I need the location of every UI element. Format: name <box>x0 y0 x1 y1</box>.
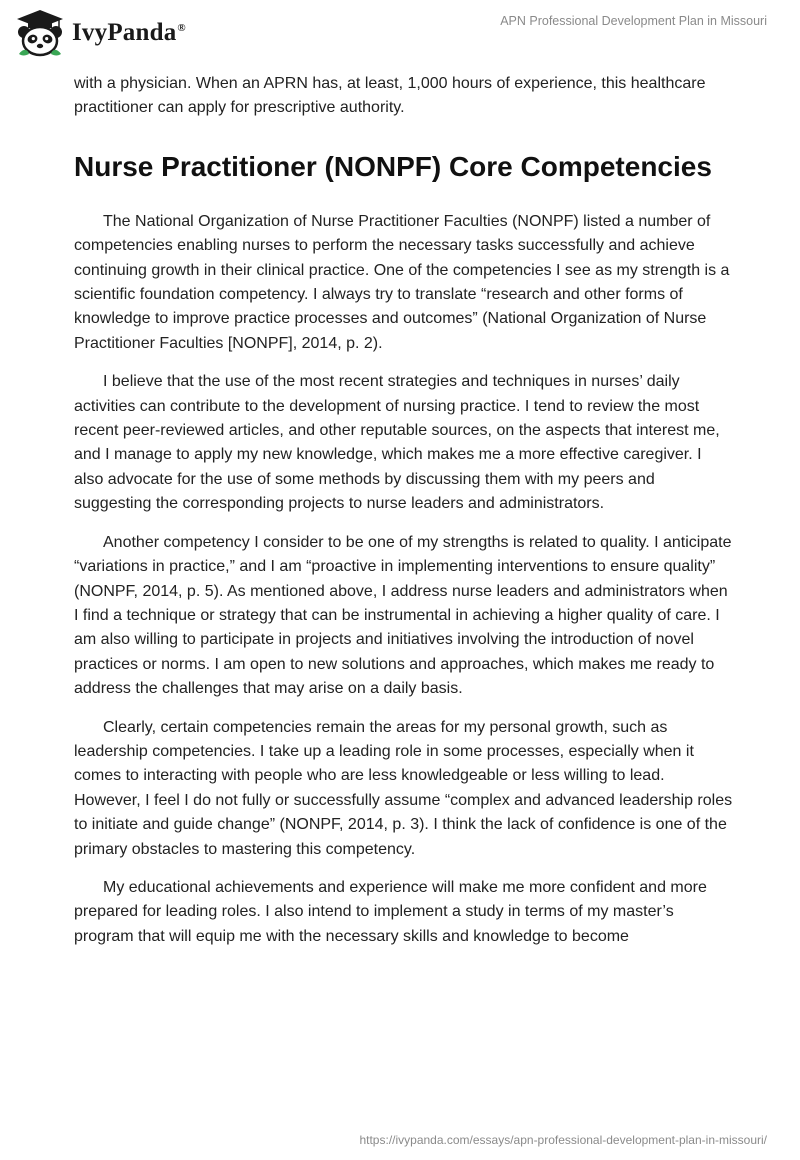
paragraph-4: Clearly, certain competencies remain the areas for my personal growth, such as leadership competencies. I take up a leading role in some processes, especially when it comes to interacting with people who are less knowledgeable or less willing to lead. However, I feel I do not fully or successfully assume “complex and advanced leadership roles to initiate and guide change” (NONPF, 2014, p. 3). I think the lack of confidence is one of the primary obstacles to mastering this competency. <box>74 718 733 858</box>
paragraph-1: The National Organization of Nurse Practitioner Faculties (NONPF) listed a number of competencies enabling nurses to perform the necessary tasks successfully and achieve continuing growth in their clinical practice. One of the competencies I see as my strength is a scientific foundation competency. I always try to translate “research and other forms of knowledge to improve practice processes and outcomes” (National Organization of Nurse Practitioner Faculties [NONPF], 2014, p. 2). <box>74 212 730 352</box>
intro-paragraph: with a physician. When an APRN has, at least, 1,000 hours of experience, this healthcare practitioner can apply for prescriptive authority. <box>74 75 706 117</box>
panda-graduate-icon <box>14 8 66 58</box>
section-heading: Nurse Practitioner (NONPF) Core Competencies <box>74 150 712 182</box>
page-header <box>0 0 800 70</box>
registered-mark: ® <box>177 21 186 34</box>
logo-wordmark <box>72 19 186 47</box>
ivypanda-logo[interactable] <box>14 8 186 58</box>
essay-content <box>74 72 734 963</box>
paragraph-2: I believe that the use of the most recent strategies and techniques in nurses’ daily activities can contribute to the development of nursing practice. I tend to review the most recent peer-reviewed articles, and other reputable sources, on the aspects that interest me, and I manage to apply my new knowledge, which makes me a more effective caregiver. I also advocate for the use of some methods by discussing them with my peers and suggesting the corresponding projects to nurse leaders and administrators. <box>74 373 720 513</box>
paragraph-3: Another competency I consider to be one of my strengths is related to quality. I anticipate “variations in practice,” and I am “proactive in implementing interventions to ensure quality” (NONPF, 2014, p. 5). As mentioned above, I address nurse leaders and administrators when I find a technique or strategy that can be instrumental in achieving a higher quality of care. I am also willing to participate in projects and initiatives involving the introduction of novel practices or norms. I am open to new solutions and approaches, which makes me ready to address the challenges that may arise on a daily basis. <box>74 533 732 698</box>
document-title: APN Professional Development Plan in Missouri <box>500 14 767 28</box>
paragraph-5: My educational achievements and experience will make me more confident and more prepared for leading roles. I also intend to implement a study in terms of my master’s program that will equip me with the necessary skills and knowledge to become <box>74 878 707 945</box>
source-url[interactable]: https://ivypanda.com/essays/apn-professional-development-plan-in-missouri/ <box>359 1133 767 1147</box>
logo-text: IvyPanda <box>72 19 177 46</box>
